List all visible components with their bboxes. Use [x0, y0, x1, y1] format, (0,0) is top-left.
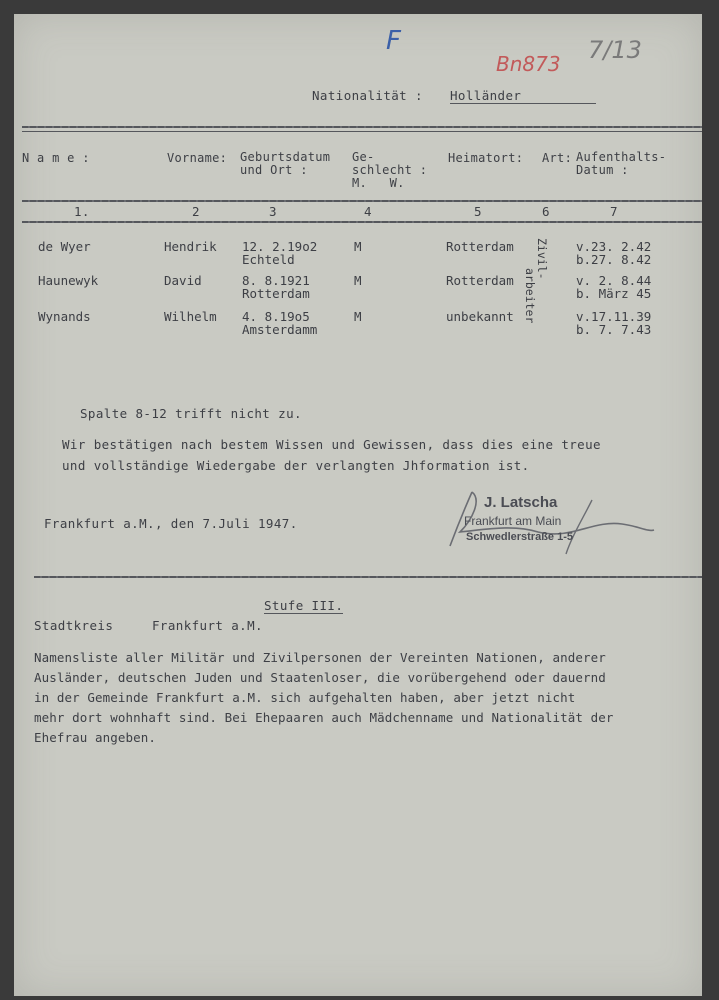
- row2-vorname: David: [164, 273, 202, 288]
- row2-aufenthalt: v. 2. 8.44 b. März 45: [576, 273, 652, 301]
- pencil-folio-number: 7/13: [588, 36, 642, 64]
- row1-vorname: Hendrik: [164, 239, 217, 254]
- stamp-name: J. Latscha: [484, 494, 558, 511]
- row1-name: de Wyer: [38, 239, 91, 254]
- col-header-vorname: Vorname:: [167, 151, 228, 165]
- row1-heimatort: Rotterdam: [446, 239, 514, 254]
- confirm-line-1: Wir bestätigen nach bestem Wissen und Gewissen, dass dies eine treue: [62, 437, 601, 452]
- table-top-rule: [22, 126, 702, 128]
- stufe-body-line-4: mehr dort wohnhaft sind. Bei Ehepaaren auch Mädchenname und Nationalität der: [34, 710, 614, 725]
- row2-name: Haunewyk: [38, 273, 99, 288]
- stufe-body-line-3: in der Gemeinde Frankfurt a.M. sich aufgehalten haben, aber jetzt nicht: [34, 690, 576, 705]
- stamp-street: Schwedlerstraße 1-5: [466, 531, 573, 543]
- table-top-rule-2: [22, 131, 702, 132]
- col-num-2: 2: [192, 204, 200, 219]
- nationality-label: Nationalität :: [312, 88, 423, 103]
- art-vertical-line2: arbeiter: [523, 268, 537, 324]
- col-num-1: 1.: [74, 204, 90, 219]
- col-header-heimatort: Heimatort:: [448, 151, 524, 165]
- row1-aufenthalt: v.23. 2.42 b.27. 8.42: [576, 239, 652, 267]
- stufe-body-line-5: Ehefrau angeben.: [34, 730, 157, 745]
- row2-geschlecht: M: [354, 273, 362, 288]
- nationality-value: Holländer: [450, 88, 596, 104]
- col-num-7: 7: [610, 204, 618, 219]
- col-num-5: 5: [474, 204, 482, 219]
- art-vertical-line1: Zivil-: [535, 238, 549, 280]
- row3-geburt: 4. 8.19o5 Amsterdamm: [242, 309, 318, 337]
- section-divider-rule: [34, 576, 702, 578]
- row2-heimatort: Rotterdam: [446, 273, 514, 288]
- col-num-4: 4: [364, 204, 372, 219]
- spalte-note: Spalte 8-12 trifft nicht zu.: [80, 406, 302, 421]
- numbers-divider-rule: [22, 221, 702, 223]
- header-divider-rule: [22, 200, 702, 202]
- stadtkreis-value: Frankfurt a.M.: [152, 618, 263, 633]
- row3-geschlecht: M: [354, 309, 362, 324]
- stufe-title: Stufe III.: [264, 598, 344, 613]
- row1-geburt: 12. 2.19o2 Echteld: [242, 239, 318, 267]
- col-header-name: N a m e :: [22, 151, 90, 165]
- place-date: Frankfurt a.M., den 7.Juli 1947.: [44, 516, 298, 531]
- col-header-geschlecht: Ge- schlecht : M. W.: [352, 150, 428, 190]
- row1-geschlecht: M: [354, 239, 362, 254]
- document-page: [14, 14, 702, 996]
- row3-heimatort: unbekannt: [446, 309, 514, 324]
- col-header-geburt: Geburtsdatum und Ort :: [240, 150, 331, 177]
- col-header-aufenthalt: Aufenthalts- Datum :: [576, 150, 667, 177]
- red-archive-number: Bn873: [496, 52, 561, 76]
- blue-handwritten-mark: F: [386, 26, 401, 56]
- row3-name: Wynands: [38, 309, 91, 324]
- row3-aufenthalt: v.17.11.39 b. 7. 7.43: [576, 309, 652, 337]
- col-num-6: 6: [542, 204, 550, 219]
- row3-vorname: Wilhelm: [164, 309, 217, 324]
- col-header-art: Art:: [542, 151, 573, 165]
- stamp-city: Frankfurt am Main: [464, 514, 562, 528]
- col-num-3: 3: [269, 204, 277, 219]
- stadtkreis-label: Stadtkreis: [34, 618, 114, 633]
- row2-geburt: 8. 8.1921 Rotterdam: [242, 273, 310, 301]
- stufe-body-line-2: Ausländer, deutschen Juden und Staatenloser, die vorübergehend oder dauernd: [34, 670, 606, 685]
- confirm-line-2: und vollständige Wiedergabe der verlangten Jhformation ist.: [62, 458, 530, 473]
- stufe-body-line-1: Namensliste aller Militär und Zivilpersonen der Vereinten Nationen, anderer: [34, 650, 606, 665]
